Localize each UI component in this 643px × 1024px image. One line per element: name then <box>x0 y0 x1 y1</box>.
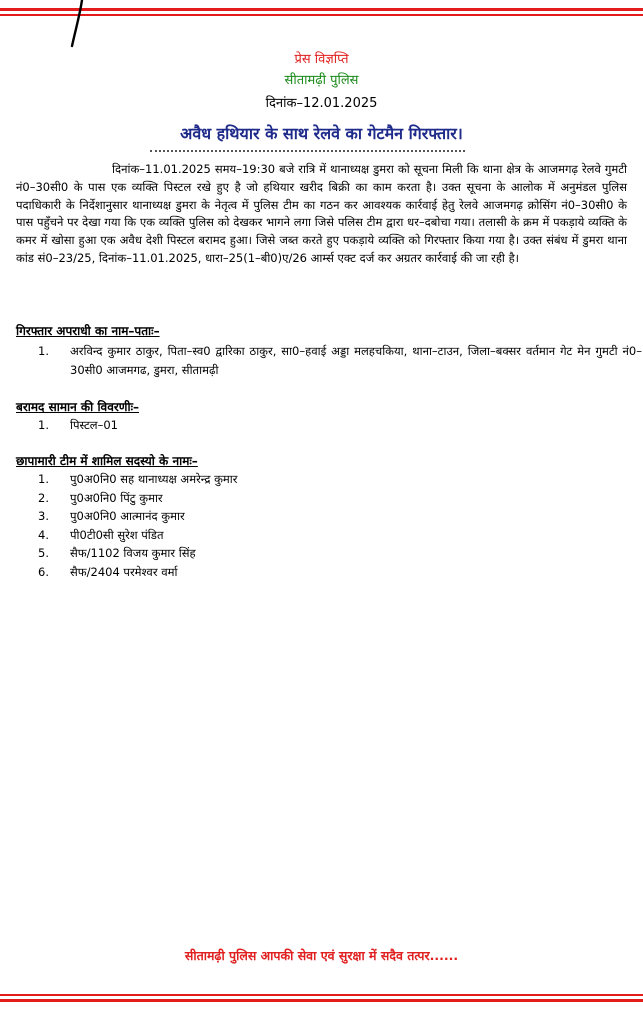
list-number: 6. <box>38 564 49 579</box>
list-item <box>38 544 237 563</box>
list-number: 3. <box>38 509 49 524</box>
recovered-heading: बरामद सामान की विवरणीः– <box>16 400 140 414</box>
list-item <box>38 526 237 545</box>
dotted-separator <box>150 150 465 152</box>
team-member: पु0अ0नि0 सह थानाध्यक्ष अमरेन्द्र कुमार <box>70 472 238 486</box>
list-item <box>38 342 642 379</box>
list-item <box>38 489 237 508</box>
bottom-border-line <box>0 999 643 1002</box>
list-number: 5. <box>38 546 49 561</box>
list-number: 1. <box>38 472 49 486</box>
body-paragraph: दिनांक–11.01.2025 समय–19:30 बजे रात्रि में थानाध्यक्ष डुमरा को सूचना मिली कि थाना क्षेत्र के आजमगढ़ रेलवे गुमटी नं0–30सी0 के पास एक व्यक्ति पिस्टल रखे हुए है जो हथियार खरीद बिक्री का काम करता है। उक्त सूचना के आलोक में अनुमंडल पुलिस पदाधिकारी के निर्देशानुसार थानाध्यक्ष डुमरा के नेतृत्व में पुलिस टीम का गठन कर आवश्यक कार्रवाई हेतु रेलवे आजमगढ़ क्रोसिंग नं0–30सी0 के पास पहुँचने पर देखा गया कि एक व्यक्ति पुलिस को देखकर भागने लगा जिसे पलिस टीम द्वारा धर–दबोचा गया। तलासी के क्रम में पकड़ाये व्यक्ति के कमर में खोसा हुआ एक अवैध देशी पिस्टल बरामद हुआ। जिसे जब्त करते हुए पकड़ाये व्यक्ति को गिरफ्तार किया गया है। उक्त संबंध में डुमरा थाना कांड सं0–23/25, दिनांक–11.01.2025, धारा–25(1–बी0)ए/26 आर्म्स एक्ट दर्ज कर अग्रतर कार्रवाई की जा रही है। <box>16 162 627 265</box>
list-item <box>38 507 237 526</box>
list-number: 1. <box>38 344 49 358</box>
recovered-item: पिस्टल–01 <box>70 418 118 432</box>
arrested-heading: गिरफ्तार अपराधी का नाम–पताः– <box>16 324 160 338</box>
team-member: पी0टी0सी सुरेश पंडित <box>70 527 164 542</box>
suspect-details: अरविन्द कुमार ठाकुर, पिता–स्व0 द्वारिका ठाकुर, सा0–हवाई अड्डा मलहचकिया, थाना–टाउन, जिला–बक्सर वर्तमान गेट मेन गुमटी नं0–30सी0 आजमगढ, डुमरा, सीतामढ़ी <box>70 344 642 377</box>
team-heading: छापामारी टीम में शामिल सदस्यो के नामः– <box>16 454 198 468</box>
press-release-label: प्रेस विज्ञप्ति <box>294 52 349 67</box>
top-border-line <box>0 8 643 11</box>
list-number: 2. <box>38 490 49 505</box>
recovered-list <box>38 416 118 435</box>
list-item <box>38 563 237 582</box>
team-member: पु0अ0नि0 आत्मानंद कुमार <box>70 509 185 524</box>
team-member: सैफ/1102 विजय कुमार सिंह <box>70 546 196 561</box>
team-member: पु0अ0नि0 पिंटु कुमार <box>70 490 163 505</box>
team-member: सैफ/2404 परमेश्वर वर्मा <box>70 564 178 579</box>
bottom-border-line-inner <box>0 994 643 996</box>
release-date: दिनांक–12.01.2025 <box>265 96 378 111</box>
footer-slogan: सीतामढ़ी पुलिस आपकी सेवा एवं सुरक्षा में सदैव तत्पर...... <box>184 948 459 963</box>
pen-stroke-mark <box>60 0 90 48</box>
list-number: 1. <box>38 418 49 432</box>
arrested-list <box>38 342 642 379</box>
team-list <box>38 470 237 582</box>
list-item <box>38 470 237 489</box>
department-name: सीतामढ़ी पुलिस <box>284 73 359 88</box>
letterhead <box>0 50 643 114</box>
list-item <box>38 416 118 435</box>
top-border-line-inner <box>0 14 643 16</box>
list-number: 4. <box>38 527 49 542</box>
headline: अवैध हथियार के साथ रेलवे का गेटमैन गिरफ्तार। <box>180 124 463 143</box>
